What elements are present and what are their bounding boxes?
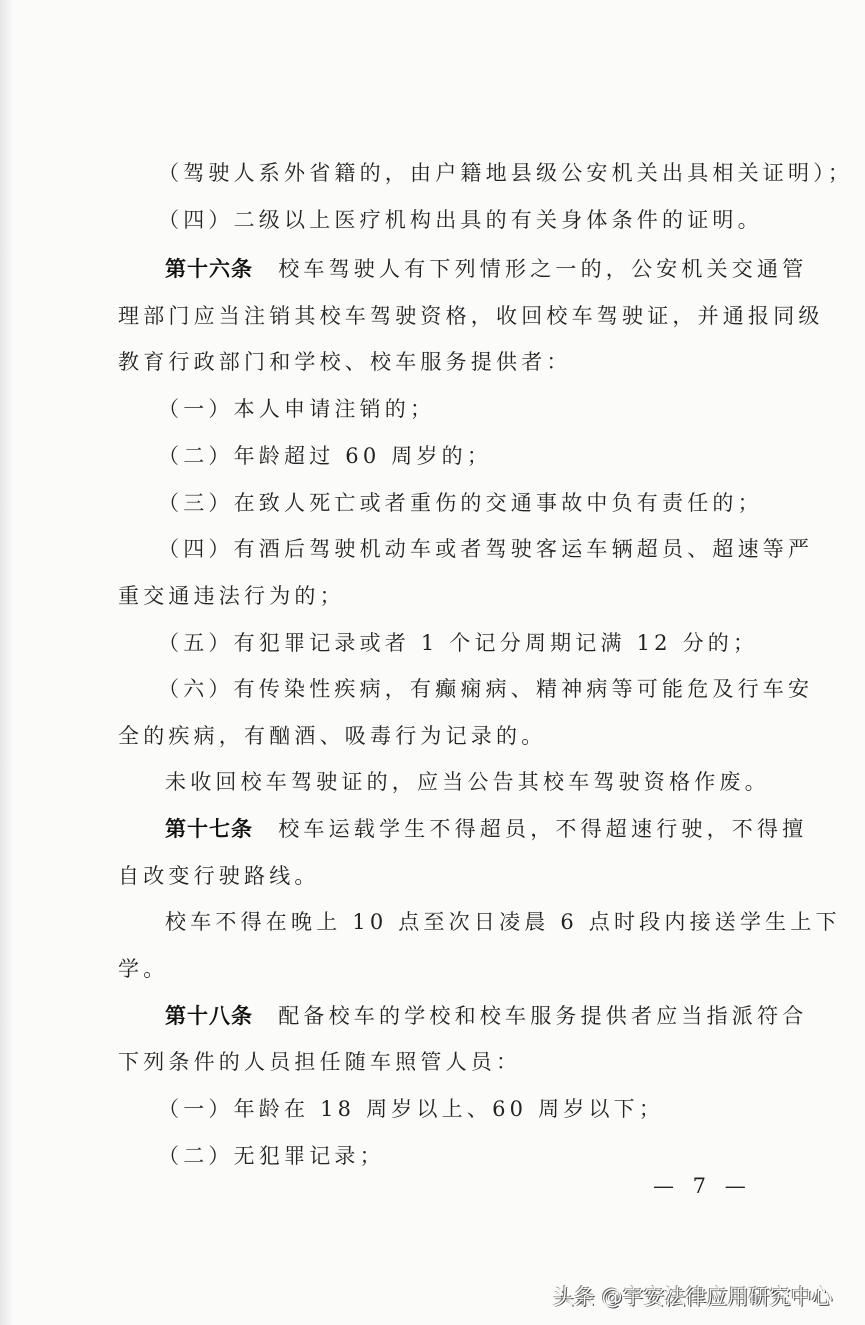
list-item: （四）有酒后驾驶机动车或者驾驶客运车辆超员、超速等严 [158,537,814,561]
text-line: 未收回校车驾驶证的，应当公告其校车驾驶资格作废。 [165,770,770,794]
text-line: 下列条件的人员担任随车照管人员： [118,1050,522,1074]
list-item: （二）无犯罪记录； [158,1144,385,1168]
article-16-heading: 第十六条 校车驾驶人有下列情形之一的，公安机关交通管 [165,257,808,281]
list-item: （二）年龄超过 60 周岁的； [158,444,493,468]
page-number: — 7 — [653,1174,752,1198]
text-line: 重交通违法行为的； [118,584,345,608]
text-line: 学。 [118,957,169,981]
text-line: 理部门应当注销其校车驾驶资格，收回校车驾驶证，并通报同级 [118,304,824,328]
text-line: （驾驶人系外省籍的，由户籍地县级公安机关出具相关证明）； [158,161,854,185]
text-line: 全的疾病，有酗酒、吸毒行为记录的。 [118,724,547,748]
list-item: （一）年龄在 18 周岁以上、60 周岁以下； [158,1097,665,1121]
watermark: 头条 @宇安法律应用研究中心 [553,1285,833,1309]
page-edge-shadow [0,0,14,1325]
list-item: （五）有犯罪记录或者 1 个记分周期记满 12 分的； [158,631,759,655]
text-line: 自改变行驶路线。 [118,864,320,888]
article-18-heading: 第十八条 配备校车的学校和校车服务提供者应当指派符合 [165,1004,808,1028]
text-line: 校车不得在晚上 10 点至次日凌晨 6 点时段内接送学生上下 [165,910,841,934]
list-item: （三）在致人死亡或者重伤的交通事故中负有责任的； [158,491,763,515]
article-17-heading: 第十七条 校车运载学生不得超员，不得超速行驶，不得擅 [165,817,808,841]
text-line: 教育行政部门和学校、校车服务提供者： [118,350,572,374]
list-item: （六）有传染性疾病，有癫痫病、精神病等可能危及行车安 [158,677,814,701]
text-line: （四）二级以上医疗机构出具的有关身体条件的证明。 [158,208,763,232]
list-item: （一）本人申请注销的； [158,397,436,421]
